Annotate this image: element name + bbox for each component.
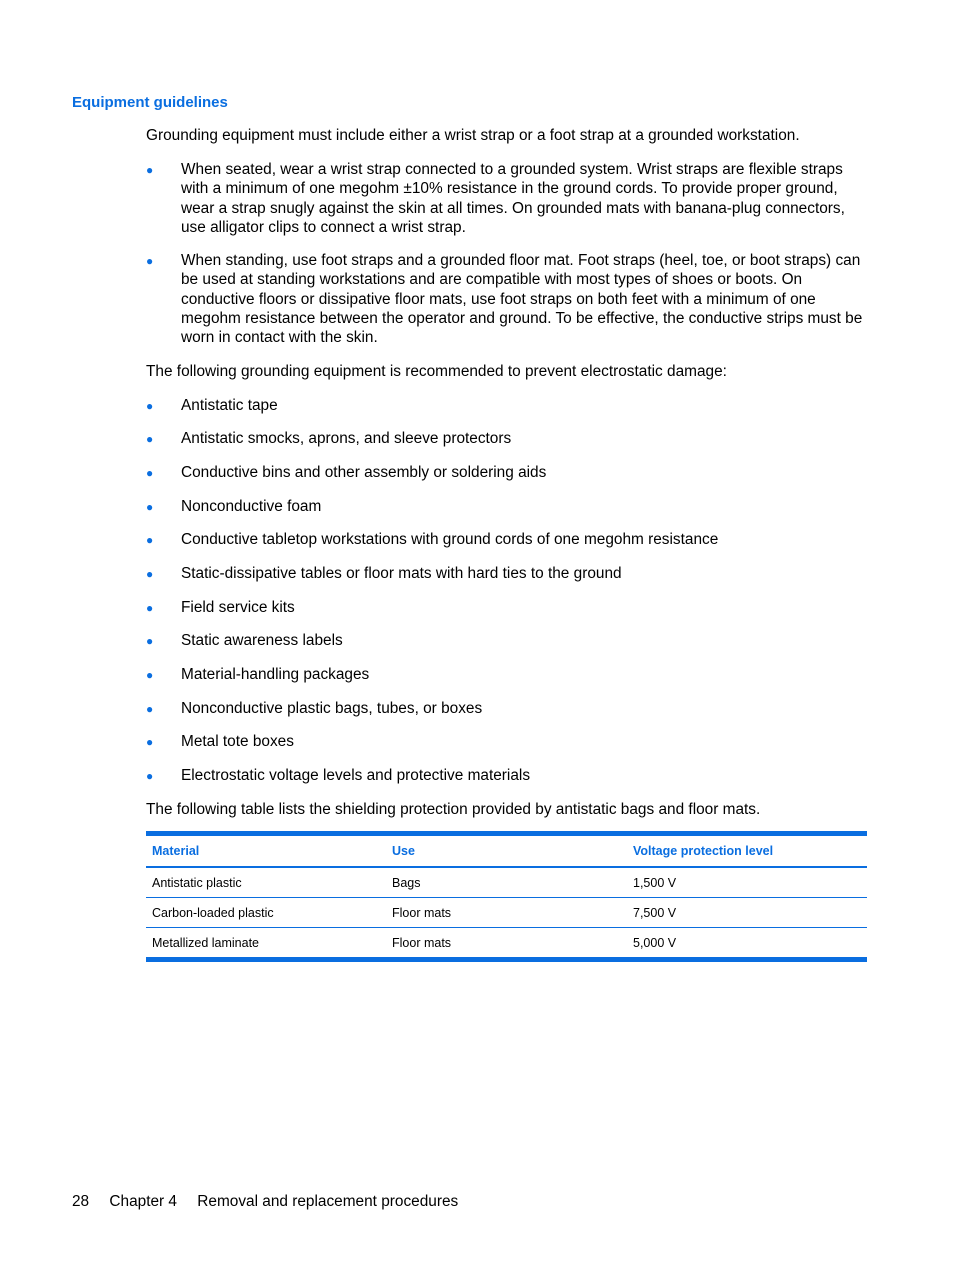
list-item-text: Field service kits [181, 599, 295, 616]
cell-material: Metallized laminate [152, 935, 259, 950]
list-item-text: Conductive tabletop workstations with ground cords of one megohm resistance [181, 531, 719, 548]
list-item-text: Metal tote boxes [181, 733, 294, 750]
bullet-icon: ● [146, 735, 154, 749]
bullet-icon: ● [146, 702, 154, 716]
cell-use: Floor mats [392, 935, 452, 950]
bullet-icon: ● [146, 601, 154, 615]
cell-use: Floor mats [392, 905, 452, 920]
cell-use: Bags [392, 875, 421, 890]
list-item-text: Static awareness labels [181, 632, 343, 649]
column-header-material: Material [152, 844, 200, 858]
list-item-text: When seated, wear a wrist strap connected to a grounded system. Wrist straps are flexible straps with a minimum of one megohm ±10% resistance in the ground cords. To provide proper ground, wear a strap snugly against the skin at all times. On grounded mats with banana-plug connectors, use alligator clips to connect a wrist strap. [181, 161, 845, 236]
table-row [146, 898, 867, 928]
cell-voltage: 5,000 V [633, 935, 677, 950]
list-item-text: Static-dissipative tables or floor mats with hard ties to the ground [181, 565, 622, 582]
bullet-icon: ● [146, 533, 154, 547]
bullet-icon: ● [146, 769, 154, 783]
list-item-text: When standing, use foot straps and a grounded floor mat. Foot straps (heel, toe, or boot straps) can be used at standing workstations and are compatible with most types of shoes or boots. On conductive floors or dissipative floor mats, use foot straps on both feet with a minimum of one megohm resistance between the operator and ground. To be effective, the conductive strips must be worn in contact with the skin. [181, 252, 863, 347]
cell-voltage: 1,500 V [633, 875, 677, 890]
list-item-text: Electrostatic voltage levels and protective materials [181, 767, 531, 784]
table-intro-paragraph: The following table lists the shielding protection provided by antistatic bags and floor mats. [146, 801, 761, 818]
intro-paragraph: Grounding equipment must include either a wrist strap or a foot strap at a grounded workstation. [146, 127, 800, 144]
cell-voltage: 7,500 V [633, 905, 677, 920]
table-row [146, 868, 867, 898]
bullet-icon: ● [146, 432, 154, 446]
list-item-text: Antistatic smocks, aprons, and sleeve protectors [181, 430, 512, 447]
page-number: 28 [72, 1193, 90, 1210]
bullet-icon: ● [146, 163, 154, 177]
cell-material: Antistatic plastic [152, 875, 242, 890]
bullet-icon: ● [146, 668, 154, 682]
bullet-icon: ● [146, 254, 154, 268]
section-heading: Equipment guidelines [72, 94, 228, 111]
table-bottom-rule [146, 957, 867, 962]
list-item-text: Nonconductive foam [181, 498, 322, 515]
table-header-row [146, 836, 867, 868]
list-item-text: Nonconductive plastic bags, tubes, or boxes [181, 700, 483, 717]
column-header-voltage: Voltage protection level [633, 844, 774, 858]
chapter-title: Removal and replacement procedures [197, 1193, 459, 1210]
bullet-icon: ● [146, 634, 154, 648]
cell-material: Carbon-loaded plastic [152, 905, 274, 920]
list-item-text: Material-handling packages [181, 666, 370, 683]
bullet-icon: ● [146, 399, 154, 413]
column-header-use: Use [392, 844, 415, 858]
bullet-icon: ● [146, 500, 154, 514]
bullet-icon: ● [146, 567, 154, 581]
chapter-label: Chapter 4 [109, 1193, 177, 1210]
shielding-table [146, 831, 867, 962]
equipment-intro-paragraph: The following grounding equipment is recommended to prevent electrostatic damage: [146, 363, 727, 380]
list-item-text: Antistatic tape [181, 397, 278, 414]
bullet-icon: ● [146, 466, 154, 480]
page-footer [72, 1193, 474, 1211]
table-row [146, 928, 867, 957]
list-item-text: Conductive bins and other assembly or soldering aids [181, 464, 547, 481]
